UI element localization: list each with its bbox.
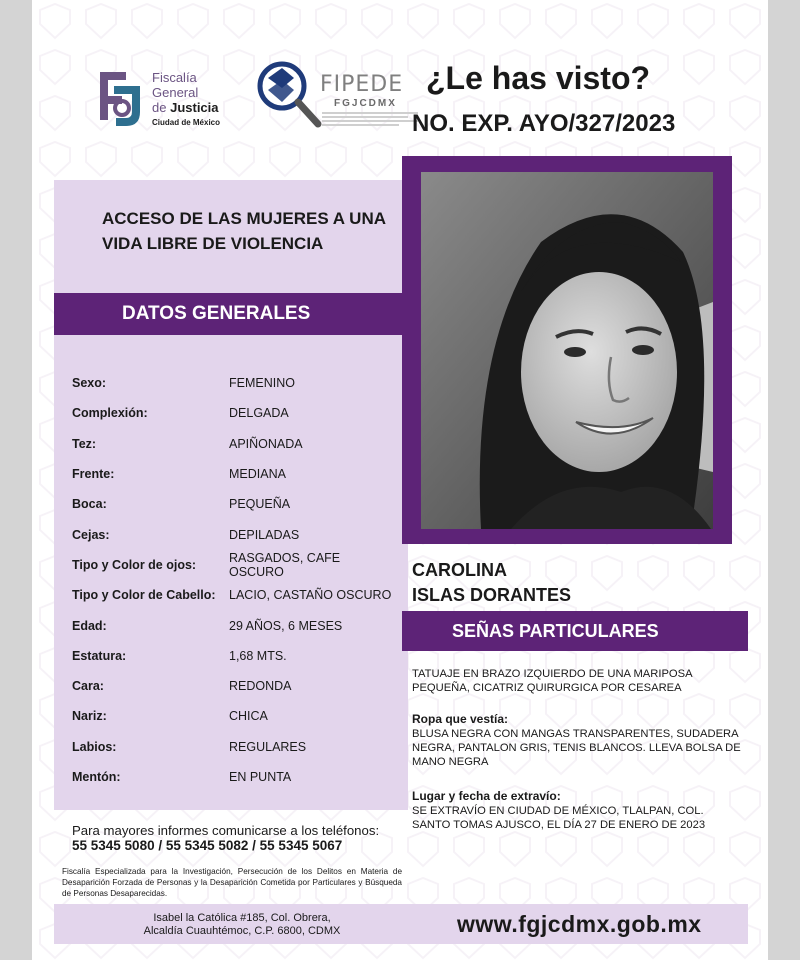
senas-header: SEÑAS PARTICULARES	[452, 621, 659, 641]
datos-header: DATOS GENERALES	[122, 303, 311, 324]
datos-row: Tipo y Color de ojos: RASGADOS, CAFE OSCURO	[72, 550, 341, 579]
name-line2: ISLAS DORANTES	[412, 585, 572, 605]
ropa-label: Ropa que vestía:	[412, 712, 509, 726]
fgj-logo-icon	[96, 68, 146, 130]
datos-row: Labios: REGULARES	[72, 739, 307, 754]
phone-numbers: 55 5345 5080 / 55 5345 5082 / 55 5345 5067	[72, 838, 343, 853]
datos-row: Tipo y Color de Cabello: LACIO, CASTAÑO OSCURO	[72, 588, 392, 603]
fgj-line4: Ciudad de México	[152, 118, 221, 127]
senas-text: TATUAJE EN BRAZO IZQUIERDO DE UNA MARIPOSA PEQUEÑA, CICATRIZ QUIRURGICA POR CESAREA	[412, 668, 692, 694]
contact-text: Para mayores informes comunicarse a los teléfonos:	[72, 823, 380, 838]
lugar-section	[412, 789, 742, 832]
lugar-text: SE EXTRAVÍO EN CIUDAD DE MÉXICO, TLALPAN, COL. SANTO TOMAS AJUSCO, EL DÍA 27 DE ENERO DE 2023	[412, 805, 706, 831]
datos-row: Cejas: DEPILADAS	[72, 527, 300, 542]
fipede-magnifier-icon	[254, 58, 322, 128]
fipede-subtitle: FGJCDMX	[334, 98, 397, 109]
fgj-logo-text	[152, 70, 220, 130]
datos-row: Mentón: EN PUNTA	[72, 770, 292, 784]
fgj-line2: General	[152, 85, 199, 100]
expediente-number: NO. EXP. AYO/327/2023	[412, 110, 676, 137]
fipede-title: FIPEDE	[320, 72, 404, 97]
datos-row: Nariz: CHICA	[72, 709, 268, 724]
person-name	[412, 558, 571, 608]
question-title: ¿Le has visto?	[426, 60, 651, 96]
datos-row: Estatura: 1,68 MTS.	[72, 648, 287, 663]
datos-row: Sexo: FEMENINO	[72, 376, 295, 391]
datos-row: Cara: REDONDA	[72, 679, 292, 694]
footer-address: Isabel la Católica #185, Col. Obrera, Alcaldía Cuauhtémoc, C.P. 6800, CDMX	[143, 912, 341, 937]
fgj-line1: Fiscalía	[152, 70, 197, 85]
missing-person-poster	[32, 0, 768, 960]
website-link[interactable]: www.fgjcdmx.gob.mx	[457, 911, 702, 937]
datos-row: Edad: 29 AÑOS, 6 MESES	[72, 618, 343, 633]
datos-row: Tez: APIÑONADA	[72, 436, 303, 451]
lugar-label: Lugar y fecha de extravío:	[412, 789, 561, 803]
access-title: ACCESO DE LAS MUJERES A UNA VIDA LIBRE DE VIOLENCIA	[102, 209, 386, 253]
ropa-section	[412, 712, 742, 769]
ropa-text: BLUSA NEGRA CON MANGAS TRANSPARENTES, SUDADERA NEGRA, PANTALON GRIS, TENIS BLANCOS. LLEVA BOLSA DE MANO NEGRA	[412, 728, 741, 768]
fipede-fineprint-lines	[322, 112, 418, 128]
fine-print: Fiscalía Especializada para la Investigación, Persecución de los Delitos en Materia de Desaparición Forzada de Personas y la Desaparición Cometida por Particulares y Búsqueda de Personas Desaparecidas.	[62, 867, 402, 898]
fgj-line3: de Justicia	[152, 100, 219, 115]
name-line1: CAROLINA	[412, 560, 507, 580]
datos-row: Frente: MEDIANA	[72, 467, 286, 482]
person-photo	[421, 172, 713, 529]
datos-row: Boca: PEQUEÑA	[72, 497, 291, 512]
datos-row: Complexión: DELGADA	[72, 406, 289, 421]
datos-list	[72, 368, 392, 792]
